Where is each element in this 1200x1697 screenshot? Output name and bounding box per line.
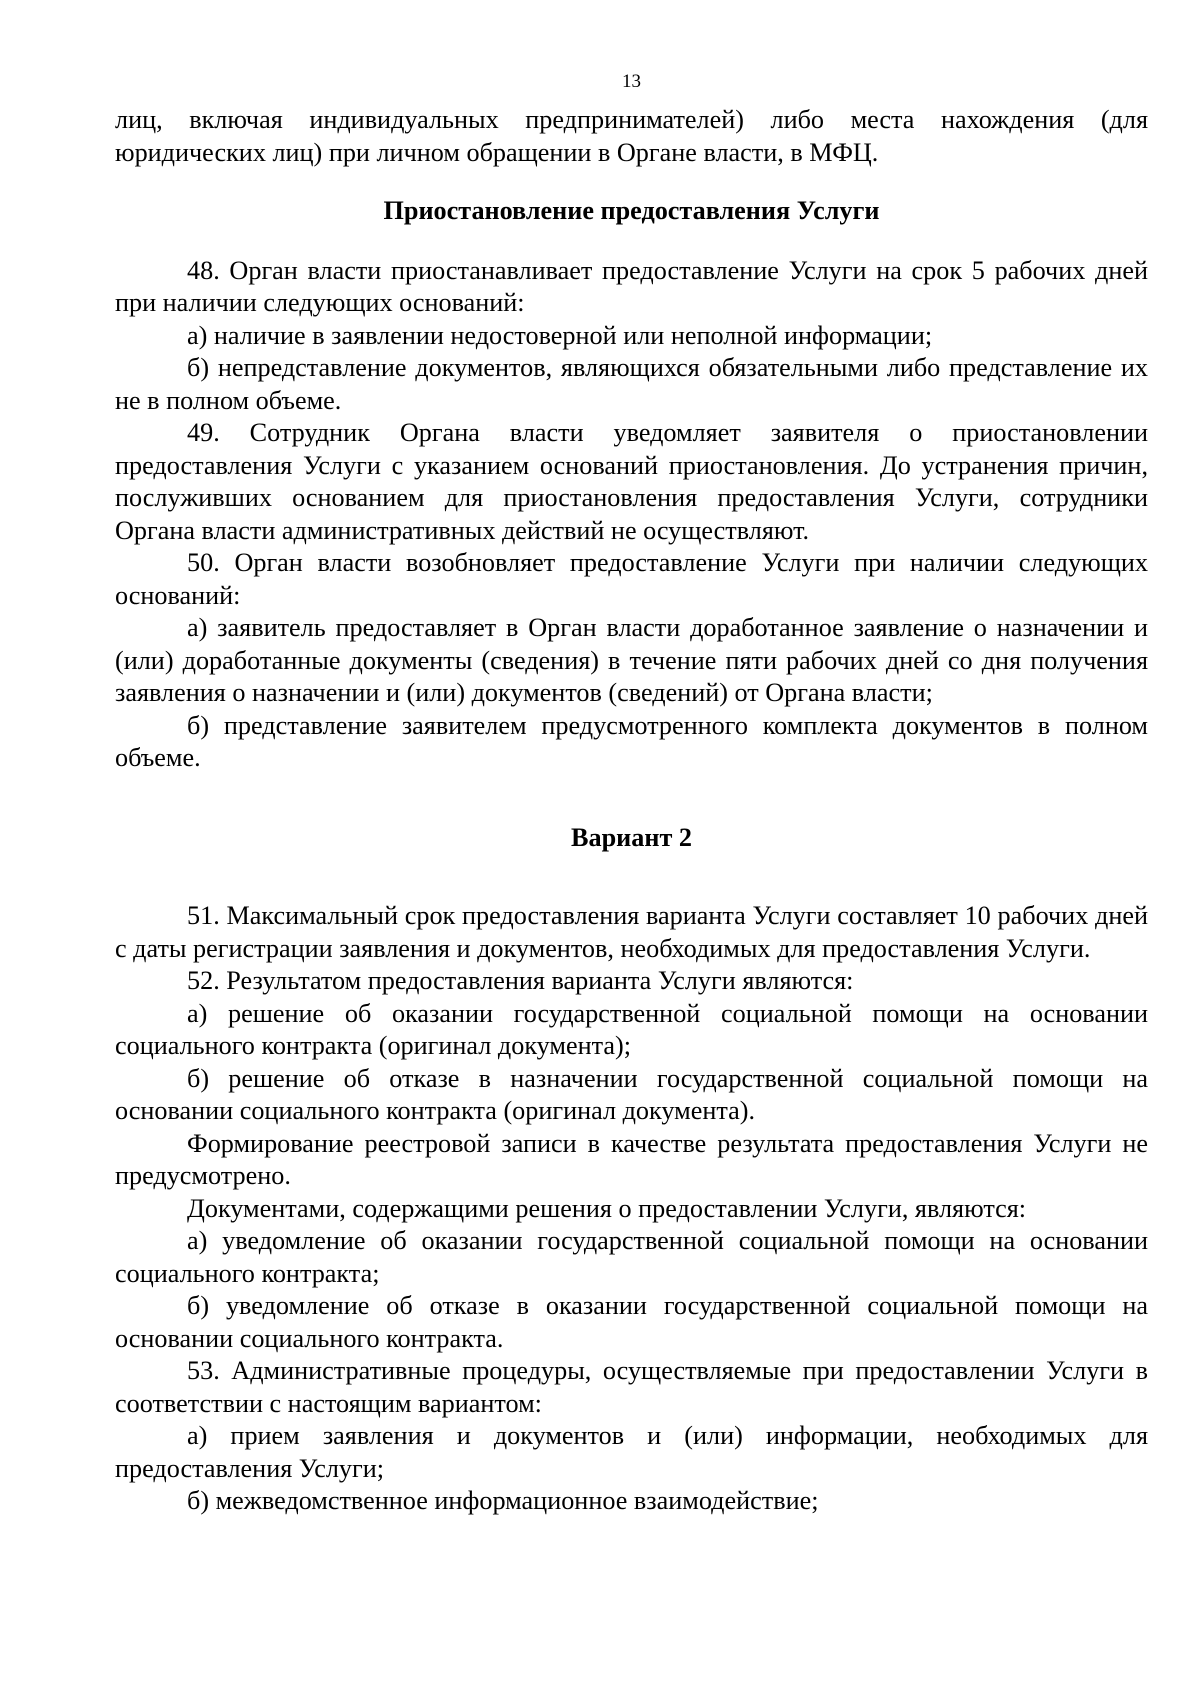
paragraph-decision-documents-a: а) уведомление об оказании государственной социальной помощи на основании социального контракта;: [115, 1226, 1148, 1288]
paragraph-51: 51. Максимальный срок предоставления варианта Услуги составляет 10 рабочих дней с даты регистрации заявления и документов, необходимых для предоставления Услуги.: [115, 901, 1148, 963]
paragraph-decision-documents-b: б) уведомление об отказе в оказании государственной социальной помощи на основании социального контракта.: [115, 1291, 1148, 1353]
paragraph-53-b: б) межведомственное информационное взаимодействие;: [187, 1486, 819, 1515]
paragraph-49: 49. Сотрудник Органа власти уведомляет заявителя о приостановлении предоставления Услуги с указанием оснований приостановления. До устранения причин, послуживших основанием для приостановления предоставления Услуги, сотрудники Органа власти административных действий не осуществляют.: [115, 418, 1148, 545]
paragraph-48-a: а) наличие в заявлении недостоверной или неполной информации;: [187, 320, 933, 350]
paragraph-50: 50. Орган власти возобновляет предоставление Услуги при наличии следующих оснований:: [115, 548, 1148, 610]
paragraph-48: 48. Орган власти приостанавливает предоставление Услуги на срок 5 рабочих дней при наличии следующих оснований:: [115, 255, 1148, 317]
paragraph-50-b: б) представление заявителем предусмотренного комплекта документов в полном объеме.: [115, 710, 1148, 772]
paragraph-53: 53. Административные процедуры, осуществляемые при предоставлении Услуги в соответствии с настоящим вариантом:: [115, 1356, 1148, 1418]
section-heading-variant-2: Вариант 2: [571, 822, 692, 852]
section-heading-suspension: Приостановление предоставления Услуги: [383, 196, 880, 225]
document-page: [115, 70, 1148, 1518]
paragraph-52: 52. Результатом предоставления варианта Услуги являются:: [187, 966, 854, 995]
intro-paragraph: лиц, включая индивидуальных предпринимателей) либо места нахождения (для юридических лиц) при личном обращении в Органе власти, в МФЦ.: [115, 105, 1148, 167]
paragraph-52-a: а) решение об оказании государственной социальной помощи на основании социального контракта (оригинал документа);: [115, 998, 1148, 1060]
paragraph-52-b: б) решение об отказе в назначении государственной социальной помощи на основании социального контракта (оригинал документа).: [115, 1063, 1148, 1125]
page-number: 13: [622, 71, 641, 92]
paragraph-48-b: б) непредставление документов, являющихся обязательными либо представление их не в полном объеме.: [115, 353, 1148, 415]
paragraph-registry-record: Формирование реестровой записи в качестве результата предоставления Услуги не предусмотрено.: [115, 1128, 1148, 1190]
paragraph-53-a: а) прием заявления и документов и (или) информации, необходимых для предоставления Услуги;: [115, 1421, 1148, 1483]
paragraph-50-a: а) заявитель предоставляет в Орган власти доработанное заявление о назначении и (или) доработанные документы (сведения) в течение пяти рабочих дней со дня получения заявления о назначении и (или) документов (сведений) от Органа власти;: [115, 613, 1148, 707]
paragraph-decision-documents: Документами, содержащими решения о предоставлении Услуги, являются:: [187, 1193, 1027, 1223]
